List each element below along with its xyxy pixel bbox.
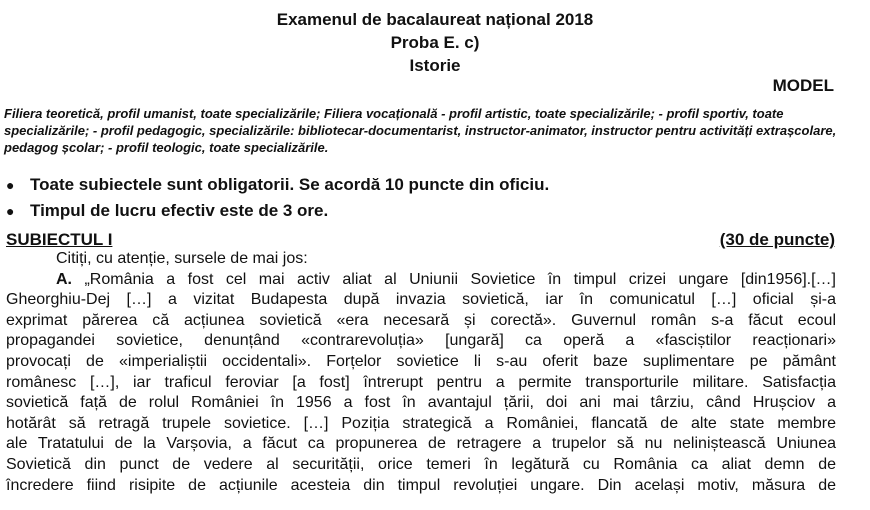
rule-text: Timpul de lucru efectiv este de 3 ore.: [30, 201, 329, 220]
rule-item: [6, 172, 846, 198]
source-a-label: A.: [56, 270, 72, 288]
subiect-heading: [6, 229, 835, 251]
source-line: Gheorghiu-Dej […] a vizitat Budapesta după invazia sovietică, iar în comunicatul […] oficial și-a: [6, 291, 836, 309]
filiera-paragraph: Filiera teoretică, profil umanist, toate specializările; Filiera vocațională - profil artistic, toate specializările; - profil sportiv, toate specializările; - profil pedagogic, specializările: bibliotecar-documentarist, instructor-animator, instructor pentru activități extrașcolare, pedagog școlar; - profil teologic, toate specializările.: [4, 106, 837, 155]
model-label: MODEL: [772, 76, 834, 95]
source-line: [6, 270, 836, 291]
subiect-title: SUBIECTUL I: [6, 230, 113, 249]
rules-list: [6, 172, 846, 224]
source-line: românesc […], iar traficul feroviar [a fost] întrerupt pentru a permite transporturile militare. Satisfacția: [6, 373, 836, 391]
bullet-icon: ●: [6, 177, 15, 193]
source-line: propagandei sovietice, denunțând «contrarevoluția» [ungară] ca operă a «fasciștilor reacționari»: [6, 332, 836, 350]
bullet-icon: ●: [6, 203, 15, 219]
source-text: [6, 249, 836, 496]
instruction-line: Citiți, cu atenție, sursele de mai jos:: [56, 250, 308, 267]
source-line-text: „România a fost cel mai activ aliat al Uniunii Sovietice în timpul crizei ungare [din1956].[…]: [84, 270, 837, 288]
exam-subject: Istorie: [409, 56, 461, 75]
source-line: hotărât să retragă trupele sovietice. […] Poziția strategică a României, flancată de alte state membre: [6, 414, 836, 432]
source-line: exprimat părerea că acțiunea sovietică «era necesară și corectă». Guvernul român s-a făcut ecoul: [6, 311, 836, 329]
rule-text: Toate subiectele sunt obligatorii. Se acordă 10 puncte din oficiu.: [30, 175, 550, 194]
source-line: Sovietică din punct de vedere al securității, orice temeri în legătură cu România ca aliat demn de: [6, 455, 836, 473]
subiect-points: (30 de puncte): [719, 230, 835, 249]
source-line: încredere fiind risipite de acțiunile acesteia din timpul revoluției ungare. Din același motiv, măsura de: [6, 476, 836, 494]
exam-proba: Proba E. c): [390, 33, 480, 52]
exam-title: Examenul de bacalaureat național 2018: [276, 10, 594, 29]
rule-item: [6, 198, 846, 224]
source-line: provocați de «imperialiștii occidentali». Forțelor sovietice li s-au oferit baze suplimentare pe pământ: [6, 352, 836, 370]
exam-header: [0, 0, 870, 77]
source-line: sovietică față de rolul României în 1956 a fost în avantajul țării, doi ani mai târziu, când Hrușciov a: [6, 394, 836, 412]
source-line: ale Tratatului de la Varșovia, a făcut ca propunerea de retragere a trupelor să nu neliniștească Uniunea: [6, 435, 836, 453]
